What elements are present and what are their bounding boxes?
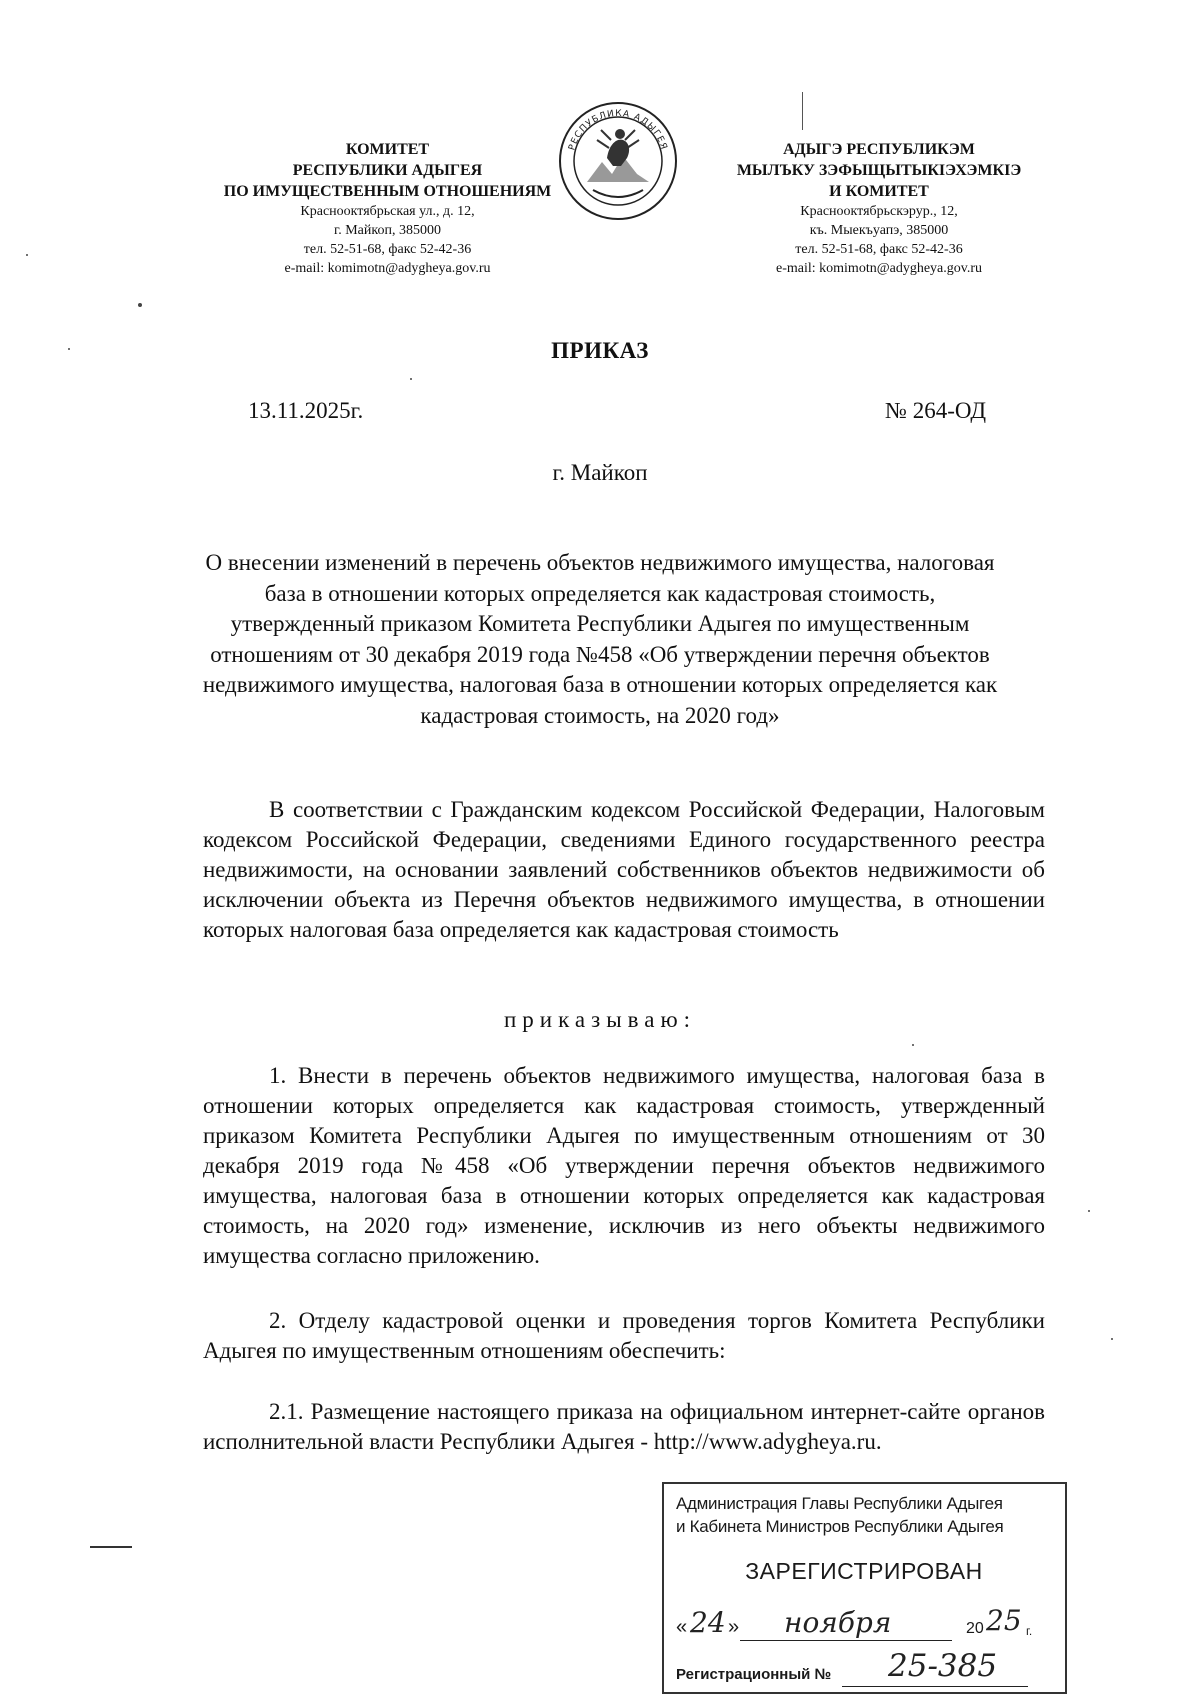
stamp-quote-close: »	[728, 1616, 740, 1638]
stamp-quote-open: «	[676, 1616, 688, 1638]
org-address-adyghe-line1: Краснооктябрьскэрур., 12,	[800, 204, 958, 219]
scan-artifact-line	[802, 92, 803, 130]
document-number: № 264-ОД	[885, 398, 987, 423]
scan-speck	[68, 348, 70, 350]
stamp-registration-label: Регистрационный №	[676, 1666, 832, 1683]
document-date: 13.11.2025г.	[248, 398, 364, 423]
document-subject: О внесении изменений в перечень объектов недвижимого имущества, налоговая база в отношении которых определяется как кадастровая стоимость, утвержденный приказом Комитета Республики Адыгея по имущественным отношениям от 30 декабря 2019 года №458 «Об утверждении перечня объектов недвижимого имущества, налоговая база в отношении которых определяется как кадастровая стоимость, на 2020 год»	[202, 550, 998, 728]
stamp-year-mark: г.	[1026, 1624, 1033, 1638]
org-address-line2: г. Майкоп, 385000	[334, 223, 441, 238]
emblem-ring-text: РЕСПУБЛИКА АДЫГЕЯ	[567, 108, 669, 152]
header-right-block	[683, 139, 1075, 278]
scan-artifact-dash	[90, 1546, 132, 1548]
stamp-registration-number-handwritten: 25-385	[888, 1648, 998, 1684]
scan-speck	[1111, 1338, 1113, 1340]
document-city: г. Майкоп	[552, 460, 648, 485]
org-phone-adyghe: тел. 52-51-68, факс 52-42-36	[795, 242, 963, 257]
scan-speck	[410, 378, 412, 380]
scan-speck	[1088, 1210, 1090, 1212]
coat-of-arms-emblem	[557, 100, 679, 222]
org-name-adyghe-line2: МЫЛЪКУ ЗЭФЫЩЫТЫКIЭХЭМКIЭ	[736, 162, 1022, 179]
org-name-line3: ПО ИМУЩЕСТВЕННЫМ ОТНОШЕНИЯМ	[223, 183, 552, 200]
stamp-date-row	[676, 1604, 1056, 1646]
org-name-adyghe-line3: И КОМИТЕТ	[829, 183, 929, 200]
scan-speck	[912, 1044, 914, 1046]
org-name-adyghe-line1: АДЫГЭ РЕСПУБЛИКЭМ	[783, 141, 975, 158]
stamp-day-handwritten: 24	[690, 1606, 726, 1639]
org-name-line1: КОМИТЕТ	[345, 141, 430, 158]
order-word: приказываю:	[503, 1007, 697, 1032]
document-title: ПРИКАЗ	[551, 338, 649, 363]
org-name-line2: РЕСПУБЛИКИ АДЫГЕЯ	[292, 162, 483, 179]
stamp-month-underline	[740, 1640, 952, 1641]
stamp-month-handwritten: ноября	[784, 1606, 892, 1639]
scan-speck	[138, 303, 142, 307]
scan-speck	[26, 254, 28, 256]
stamp-status: ЗАРЕГИСТРИРОВАН	[745, 1558, 983, 1584]
stamp-year-handwritten: 25	[986, 1604, 1022, 1637]
org-email-adyghe: e-mail: komimotn@adygheya.gov.ru	[776, 261, 982, 276]
stamp-authority-line2: и Кабинета Министров Республики Адыгея	[676, 1517, 1004, 1536]
order-item-2-1: 2.1. Размещение настоящего приказа на официальном интернет-сайте органов исполнительной власти Республики Адыгея - http://www.adygheya.ru.	[203, 1399, 1045, 1454]
preamble-paragraph: В соответствии с Гражданским кодексом Российской Федерации, Налоговым кодексом Российской Федерации, сведениями Единого государственного реестра недвижимости, на основании заявлений собственников объектов недвижимости об исключении объекта из Перечня объектов недвижимого имущества, в отношении которых налоговая база определяется как кадастровая стоимость	[203, 797, 1045, 942]
stamp-registration-row	[676, 1648, 1056, 1690]
org-phone: тел. 52-51-68, факс 52-42-36	[303, 242, 472, 257]
order-item-2: 2. Отделу кадастровой оценки и проведения торгов Комитета Республики Адыгея по имущественным отношениям обеспечить:	[203, 1308, 1045, 1363]
header-left-block	[190, 139, 585, 278]
org-email: e-mail: komimotn@adygheya.gov.ru	[284, 261, 491, 276]
stamp-authority-line1: Администрация Главы Республики Адыгея	[676, 1494, 1003, 1513]
order-item-1: 1. Внести в перечень объектов недвижимого имущества, налоговая база в отношении которых определяется как кадастровая стоимость, утвержденный приказом Комитета Республики Адыгея по имущественным отношениям от 30 декабря 2019 года №458 «Об утверждении перечня объектов недвижимого имущества, налоговая база в отношении которых определяется как кадастровая стоимость, на 2020 год» изменение, исключив из него объекты недвижимого имущества согласно приложению.	[203, 1063, 1045, 1268]
stamp-registration-underline	[842, 1686, 1028, 1687]
org-address-line1: Краснооктябрьская ул., д. 12,	[300, 204, 475, 219]
org-address-adyghe-line2: къ. Мыекъуапэ, 385000	[809, 223, 949, 238]
registration-stamp	[662, 1482, 1067, 1694]
stamp-year-prefix: 20	[966, 1620, 984, 1637]
